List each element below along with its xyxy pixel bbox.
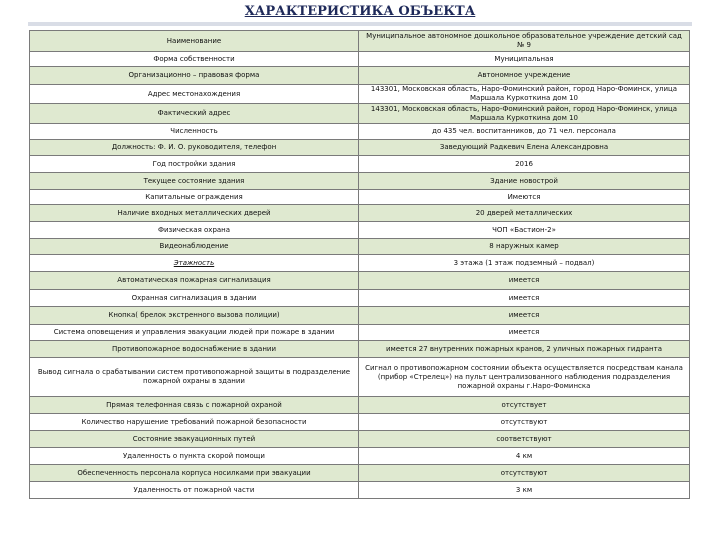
row-label: Вывод сигнала о срабатывании систем противопожарной защиты в подразделение пожарной охраны в здании bbox=[30, 358, 359, 397]
table-row bbox=[30, 414, 690, 431]
row-value: отсутствуют bbox=[359, 465, 690, 482]
table-row bbox=[30, 173, 690, 190]
row-label: Автоматическая пожарная сигнализация bbox=[30, 272, 359, 290]
row-value: имеется bbox=[359, 272, 690, 290]
table-row bbox=[30, 431, 690, 448]
table-row bbox=[30, 222, 690, 239]
row-value: Имеются bbox=[359, 190, 690, 205]
table-row bbox=[30, 448, 690, 465]
row-label: Наименование bbox=[30, 31, 359, 52]
row-value: 2016 bbox=[359, 156, 690, 173]
table-row bbox=[30, 358, 690, 397]
table-row bbox=[30, 290, 690, 307]
table-body bbox=[30, 31, 690, 499]
table-row bbox=[30, 156, 690, 173]
row-value: Муниципальное автономное дошкольное образовательное учреждение детский сад № 9 bbox=[359, 31, 690, 52]
row-value: имеется 27 внутренних пожарных кранов, 2 уличных пожарных гидранта bbox=[359, 341, 690, 358]
row-label: Адрес местонахождения bbox=[30, 85, 359, 104]
characteristics-table bbox=[29, 30, 690, 499]
table-row bbox=[30, 239, 690, 255]
row-label: Год постройки здания bbox=[30, 156, 359, 173]
row-value: Автономное учреждение bbox=[359, 67, 690, 85]
row-label: Прямая телефонная связь с пожарной охраной bbox=[30, 397, 359, 414]
row-label: Должность: Ф. И. О. руководителя, телефон bbox=[30, 140, 359, 156]
row-value: отсутствует bbox=[359, 397, 690, 414]
row-label: Система оповещения и управления эвакуации людей при пожаре в здании bbox=[30, 325, 359, 341]
row-label: Обеспеченность персонала корпуса носилками при эвакуации bbox=[30, 465, 359, 482]
row-label: Наличие входных металлических дверей bbox=[30, 205, 359, 222]
row-label: Кнопка( брелок экстренного вызова полиции) bbox=[30, 307, 359, 325]
row-label: Этажность bbox=[30, 255, 359, 272]
table-row bbox=[30, 307, 690, 325]
table-row bbox=[30, 124, 690, 140]
table-row bbox=[30, 272, 690, 290]
row-label: Капитальные ограждения bbox=[30, 190, 359, 205]
row-value: 3 этажа (1 этаж подземный – подвал) bbox=[359, 255, 690, 272]
table-row bbox=[30, 85, 690, 104]
table-row bbox=[30, 325, 690, 341]
row-label: Текущее состояние здания bbox=[30, 173, 359, 190]
page-title: ХАРАКТЕРИСТИКА ОБЪЕКТА bbox=[244, 4, 476, 19]
table-row bbox=[30, 104, 690, 124]
row-label: Количество нарушение требований пожарной безопасности bbox=[30, 414, 359, 431]
table-row bbox=[30, 190, 690, 205]
row-value: отсутствуют bbox=[359, 414, 690, 431]
table-row bbox=[30, 31, 690, 52]
row-value: 20 дверей металлических bbox=[359, 205, 690, 222]
row-value: имеется bbox=[359, 325, 690, 341]
row-value: имеется bbox=[359, 290, 690, 307]
title-underline-bar bbox=[28, 22, 692, 26]
table-row bbox=[30, 67, 690, 85]
row-value: ЧОП «Бастион-2» bbox=[359, 222, 690, 239]
row-value: до 435 чел. воспитанников, до 71 чел. персонала bbox=[359, 124, 690, 140]
row-label: Удаленность от пожарной части bbox=[30, 482, 359, 499]
row-label: Форма собственности bbox=[30, 52, 359, 67]
table-row bbox=[30, 341, 690, 358]
row-label: Физическая охрана bbox=[30, 222, 359, 239]
row-value: 143301, Московская область, Наро-Фоминский район, город Наро-Фоминск, улица Маршала Куркоткина дом 10 bbox=[359, 104, 690, 124]
row-value: 4 км bbox=[359, 448, 690, 465]
row-value: 8 наружных камер bbox=[359, 239, 690, 255]
row-label: Противопожарное водоснабжение в здании bbox=[30, 341, 359, 358]
row-label: Фактический адрес bbox=[30, 104, 359, 124]
table-row bbox=[30, 255, 690, 272]
row-label: Организационно – правовая форма bbox=[30, 67, 359, 85]
table-row bbox=[30, 482, 690, 499]
row-value: Здание новострой bbox=[359, 173, 690, 190]
row-value: 143301, Московская область, Наро-Фоминский район, город Наро-Фоминск, улица Маршала Куркоткина дом 10 bbox=[359, 85, 690, 104]
row-value: имеется bbox=[359, 307, 690, 325]
table-row bbox=[30, 465, 690, 482]
row-label: Состояние эвакуационных путей bbox=[30, 431, 359, 448]
table-row bbox=[30, 52, 690, 67]
table-row bbox=[30, 140, 690, 156]
row-label: Видеонаблюдение bbox=[30, 239, 359, 255]
row-value: 3 км bbox=[359, 482, 690, 499]
row-value: Муниципальная bbox=[359, 52, 690, 67]
row-label: Удаленность о пункта скорой помощи bbox=[30, 448, 359, 465]
row-label: Численность bbox=[30, 124, 359, 140]
table-row bbox=[30, 397, 690, 414]
row-label: Охранная сигнализация в здании bbox=[30, 290, 359, 307]
row-value: Сигнал о противопожарном состоянии объекта осуществляется посредствам канала (прибор «Стрелец») на пульт централизованного наблюдения подразделения пожарной охраны г.Наро-Фоминска bbox=[359, 358, 690, 397]
row-value: соответствуют bbox=[359, 431, 690, 448]
row-value: Заведующий Радкевич Елена Александровна bbox=[359, 140, 690, 156]
table-row bbox=[30, 205, 690, 222]
